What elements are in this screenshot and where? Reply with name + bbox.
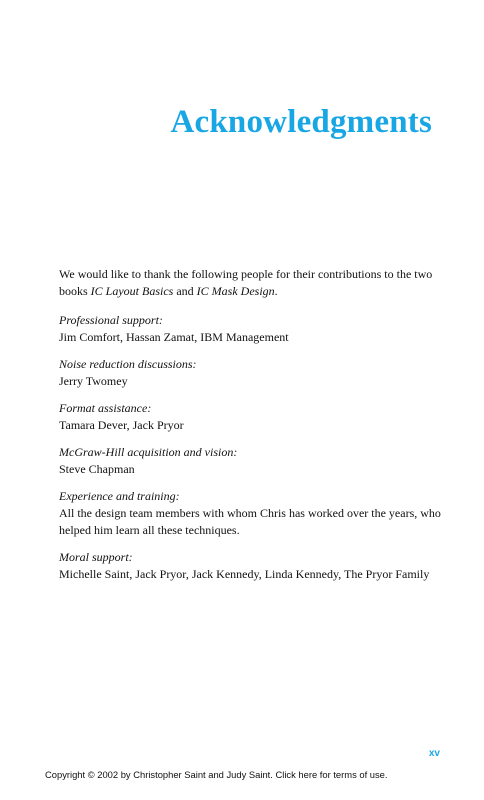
section-body: Michelle Saint, Jack Pryor, Jack Kennedy, Linda Kennedy, The Pryor Family: [59, 567, 430, 581]
section-body: Steve Chapman: [59, 462, 135, 476]
section-body: Jerry Twomey: [59, 374, 128, 388]
section-heading: Moral support:: [59, 550, 133, 564]
book-title-2: IC Mask Design: [196, 284, 275, 298]
section-acquisition-vision: [59, 444, 444, 478]
intro-prefix: We would like to thank the following people for their contributions to the two books: [59, 267, 433, 298]
section-professional-support: [59, 312, 444, 346]
terms-of-use-link[interactable]: Click here for terms of use.: [275, 769, 388, 780]
section-experience-training: [59, 488, 444, 539]
section-heading: Experience and training:: [59, 489, 180, 503]
intro-conjunction: and: [173, 284, 197, 298]
page-number: xv: [428, 748, 440, 759]
section-moral-support: [59, 549, 444, 583]
section-heading: Format assistance:: [59, 401, 152, 415]
copyright-footer: [45, 769, 388, 780]
copyright-text: Copyright © 2002 by Christopher Saint and Judy Saint.: [45, 769, 276, 780]
section-heading: Professional support:: [59, 313, 163, 327]
section-noise-reduction: [59, 356, 444, 390]
section-body: Tamara Dever, Jack Pryor: [59, 418, 184, 432]
section-heading: McGraw-Hill acquisition and vision:: [59, 445, 238, 459]
book-title-1: IC Layout Basics: [90, 284, 174, 298]
section-body: All the design team members with whom Chris has worked over the years, who helped him learn all these techniques.: [59, 506, 441, 537]
section-format-assistance: [59, 400, 444, 434]
intro-suffix: .: [274, 284, 278, 298]
section-heading: Noise reduction discussions:: [59, 357, 197, 371]
acknowledgments-content: [59, 266, 444, 593]
intro-paragraph: [59, 266, 444, 300]
page-title: Acknowledgments: [170, 104, 432, 140]
section-body: Jim Comfort, Hassan Zamat, IBM Management: [59, 330, 289, 344]
